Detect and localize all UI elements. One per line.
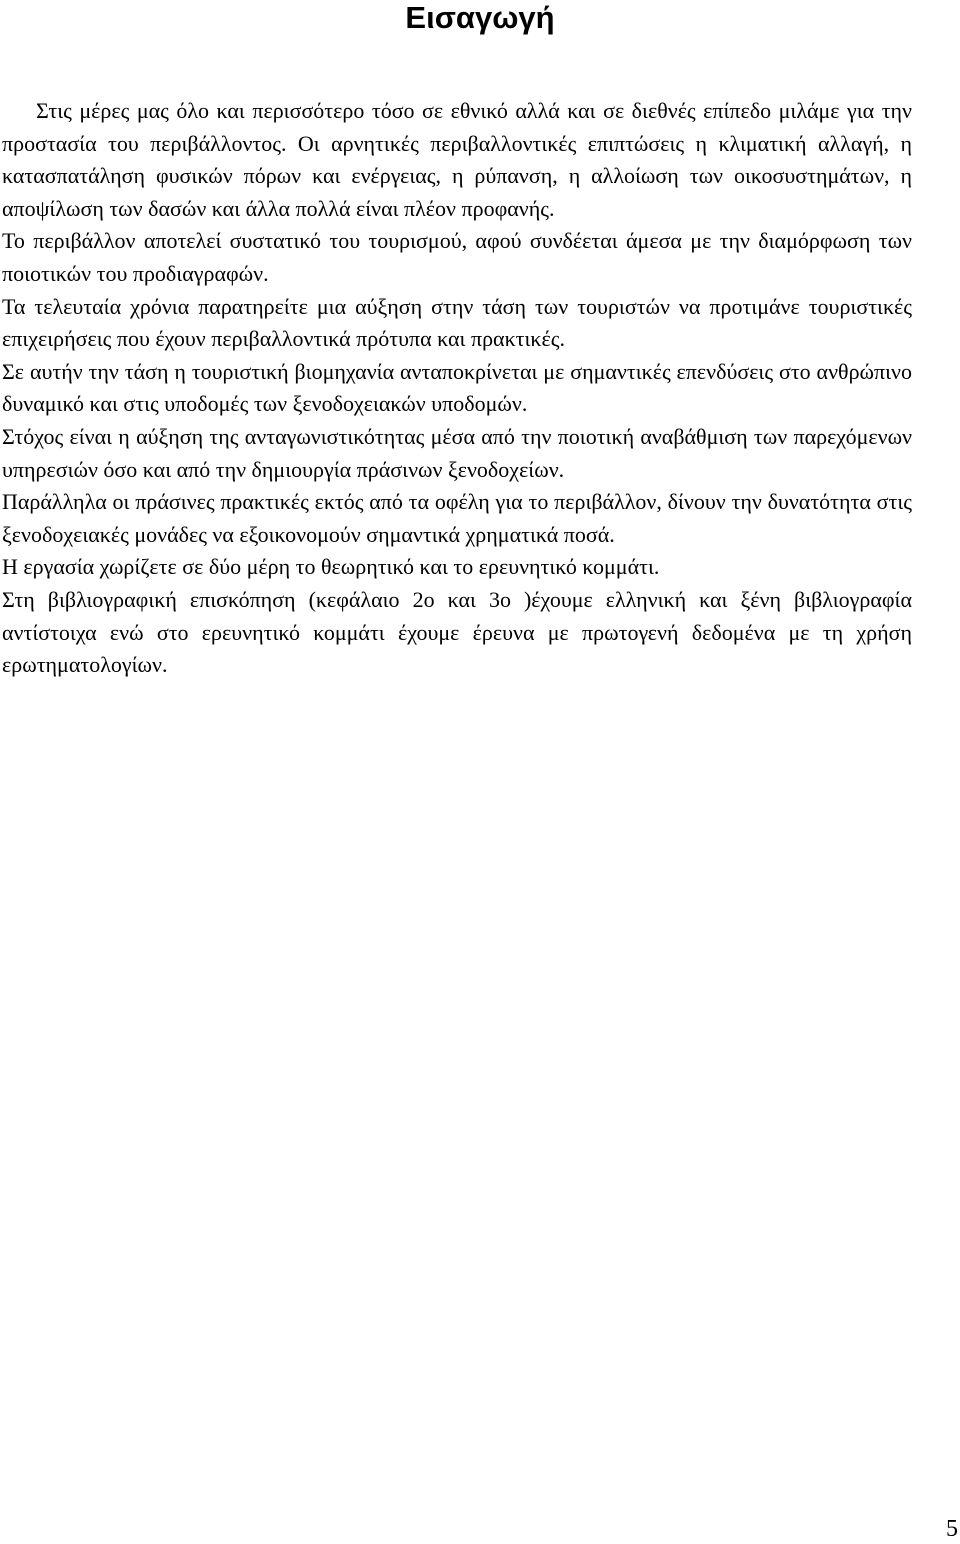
paragraph-goal: Στόχος είναι η αύξηση της ανταγωνιστικότητας μέσα από την ποιοτική αναβάθμιση των παρεχόμενων υπηρεσιών όσο και από την δημιουργία πράσινων ξενοδοχείων. <box>2 423 912 482</box>
paragraph-intro: Στις μέρες μας όλο και περισσότερο τόσο σε εθνικό αλλά και σε διεθνές επίπεδο μιλάμε για την προστασία του περιβάλλοντος. Οι αρνητικές περιβαλλοντικές επιπτώσεις η κλιματική αλλαγή, η κατασπατάληση φυσικών πόρων και ενέργειας, η ρύπανση, η αλλοίωση των οικοσυστημάτων, η αποψίλωση των δασών και άλλα πολλά είναι πλέον προφανής. <box>2 98 912 221</box>
paragraph-industry-response: Σε αυτήν την τάση η τουριστική βιομηχανία ανταποκρίνεται με σημαντικές επενδύσεις στο ανθρώπινο δυναμικό και στις υποδομές των ξενοδοχειακών υποδομών. <box>2 358 912 417</box>
paragraph-tourist-trend: Τα τελευταία χρόνια παρατηρείτε μια αύξηση στην τάση των τουριστών να προτιμάνε τουριστικές επιχειρήσεις που έχουν περιβαλλοντικά πρότυπα και πρακτικές. <box>2 293 912 352</box>
page-number: 5 <box>946 1516 958 1542</box>
paragraph-environment-tourism: Το περιβάλλον αποτελεί συστατικό του τουρισμού, αφού συνδέεται άμεσα με την διαμόρφωση των ποιοτικών του προδιαγραφών. <box>2 228 912 286</box>
page-title: Εισαγωγή <box>405 0 555 35</box>
document-body <box>2 95 912 682</box>
paragraph-bibliography: Στη βιβλιογραφική επισκόπηση (κεφάλαιο 2ο και 3ο )έχουμε ελληνική και ξένη βιβλιογραφία αντίστοιχα ενώ στο ερευνητικό κομμάτι έχουμε έρευνα με πρωτογενή δεδομένα με τη χρήση ερωτηματολογίων. <box>2 586 912 678</box>
paragraph-green-practices: Παράλληλα οι πράσινες πρακτικές εκτός από τα οφέλη για το περιβάλλον, δίνουν την δυνατότητα στις ξενοδοχειακές μονάδες να εξοικονομούν σημαντικά χρηματικά ποσά. <box>2 489 912 547</box>
paragraph-structure: Η εργασία χωρίζετε σε δύο μέρη το θεωρητικό και το ερευνητικό κομμάτι. <box>2 554 660 580</box>
